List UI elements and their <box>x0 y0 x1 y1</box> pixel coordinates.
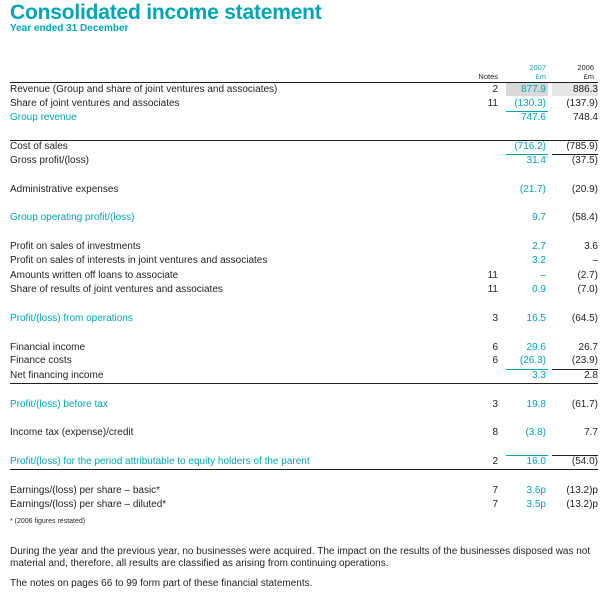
row-value-2007: (3.8) <box>525 427 546 438</box>
year-2007-label: 2007 <box>529 63 546 72</box>
row-divider <box>10 383 598 384</box>
row-value-2007: (26.3) <box>519 355 546 366</box>
row-value-2006: (137.9) <box>566 98 598 109</box>
row-label: Profit/(loss) before tax <box>10 399 108 410</box>
table-row <box>10 140 598 154</box>
row-label: Group revenue <box>10 112 77 123</box>
row-divider <box>10 140 598 141</box>
year-2006-header <box>554 63 594 81</box>
year-2006-unit: £m <box>583 72 594 81</box>
table-row <box>10 240 598 254</box>
table-row <box>10 369 598 383</box>
row-value-2007: 3.5p <box>526 499 546 510</box>
row-value-2006: (61.7) <box>571 399 598 410</box>
table-row <box>10 398 598 412</box>
table-row <box>10 354 598 368</box>
page-subtitle: Year ended 31 December <box>10 23 129 34</box>
row-label: Revenue (Group and share of joint ventures and associates) <box>10 84 278 95</box>
row-value-2007: 19.8 <box>526 399 546 410</box>
row-value-2007: 747.6 <box>520 112 546 123</box>
row-value-2007: 31.4 <box>526 155 546 166</box>
row-value-2006: (23.9) <box>571 355 598 366</box>
row-value-2007: 3.3 <box>532 370 546 381</box>
row-value-2006: (13.2)p <box>566 485 598 496</box>
notes-reference-paragraph: The notes on pages 66 to 99 form part of these financial statements. <box>10 578 313 589</box>
row-value-2006: (54.0) <box>571 456 598 467</box>
row-value-2007: 2.7 <box>532 241 546 252</box>
table-row <box>10 312 598 326</box>
row-value-2006: 2.8 <box>584 370 598 381</box>
row-label: Share of results of joint ventures and associates <box>10 284 223 295</box>
table-row <box>10 426 598 440</box>
table-row <box>10 484 598 498</box>
row-value-2007: (716.2) <box>514 141 546 152</box>
table-row <box>10 211 598 225</box>
row-notes: 7 <box>492 485 498 496</box>
table-row <box>10 254 598 268</box>
row-notes: 6 <box>492 355 498 366</box>
row-value-2007: 3.6p <box>526 485 546 496</box>
row-label: Amounts written off loans to associate <box>10 270 179 281</box>
row-notes: 3 <box>492 313 498 324</box>
table-row <box>10 283 598 297</box>
row-label: Profit on sales of interests in joint ventures and associates <box>10 255 268 266</box>
row-label: Share of joint ventures and associates <box>10 98 180 109</box>
row-value-2006: (37.5) <box>571 155 598 166</box>
table-row <box>10 183 598 197</box>
row-label: Group operating profit/(loss) <box>10 212 135 223</box>
row-label: Earnings/(loss) per share – basic* <box>10 485 161 496</box>
row-value-2006: 26.7 <box>578 342 598 353</box>
value-underline-2006 <box>552 369 598 370</box>
disposal-note-paragraph: During the year and the previous year, no businesses were acquired. The impact on the results of the businesses disposed was not material and, therefore, all results are classified as arising from continuing operations. <box>10 546 591 569</box>
row-label: Net financing income <box>10 370 104 381</box>
value-underline-2007 <box>506 111 548 112</box>
table-row <box>10 498 598 512</box>
row-label: Profit/(loss) from operations <box>10 313 133 324</box>
row-value-2006: (64.5) <box>571 313 598 324</box>
row-value-2006: – <box>592 255 598 266</box>
table-row <box>10 455 598 469</box>
year-2007-unit: £m <box>535 72 546 81</box>
row-notes: 11 <box>487 270 498 281</box>
table-row <box>10 83 598 97</box>
row-value-2006: 3.6 <box>584 241 598 252</box>
row-label: Cost of sales <box>10 141 68 152</box>
row-notes: 7 <box>492 499 498 510</box>
row-value-2006: 748.4 <box>572 112 598 123</box>
row-value-2007: 877.9 <box>520 84 546 95</box>
row-notes: 2 <box>492 456 498 467</box>
row-label: Gross profit/(loss) <box>10 155 89 166</box>
row-notes: 6 <box>492 342 498 353</box>
row-notes: 11 <box>487 284 498 295</box>
row-value-2007: 3.2 <box>532 255 546 266</box>
row-label: Financial income <box>10 342 86 353</box>
year-2006-label: 2006 <box>577 63 594 72</box>
row-value-2006: (785.9) <box>566 141 598 152</box>
row-label: Income tax (expense)/credit <box>10 427 134 438</box>
row-value-2007: – <box>540 270 546 281</box>
row-notes: 11 <box>487 98 498 109</box>
value-underline-2006 <box>552 455 598 456</box>
table-row <box>10 341 598 355</box>
row-label: Finance costs <box>10 355 72 366</box>
row-value-2006: (2.7) <box>577 270 598 281</box>
notes-column-header: Notes <box>478 72 498 81</box>
value-underline-2007 <box>506 455 548 456</box>
year-2007-header <box>506 63 546 81</box>
row-value-2006: (13.2)p <box>566 499 598 510</box>
row-label: Profit on sales of investments <box>10 241 141 252</box>
table-row <box>10 154 598 168</box>
table-row <box>10 111 598 125</box>
table-row <box>10 269 598 283</box>
page-title: Consolidated income statement <box>10 1 322 24</box>
row-value-2007: 16.5 <box>526 313 546 324</box>
row-value-2007: (130.3) <box>514 98 546 109</box>
row-value-2007: 9.7 <box>532 212 546 223</box>
row-notes: 8 <box>492 427 498 438</box>
row-value-2006: 7.7 <box>584 427 598 438</box>
row-divider <box>10 469 598 470</box>
row-value-2007: (21.7) <box>519 184 546 195</box>
row-value-2007: 29.6 <box>526 342 546 353</box>
value-underline-2007 <box>506 369 548 370</box>
row-value-2007: 16.0 <box>526 456 546 467</box>
row-value-2006: (20.9) <box>571 184 598 195</box>
row-notes: 2 <box>492 84 498 95</box>
value-underline-2006 <box>552 154 598 155</box>
value-underline-2007 <box>506 154 548 155</box>
row-value-2006: (7.0) <box>577 284 598 295</box>
row-value-2007: 0.9 <box>532 284 546 295</box>
row-value-2006: 886.3 <box>572 84 598 95</box>
row-label: Profit/(loss) for the period attributable to equity holders of the parent <box>10 456 310 467</box>
table-row <box>10 97 598 111</box>
row-notes: 3 <box>492 399 498 410</box>
row-label: Administrative expenses <box>10 184 119 195</box>
row-value-2006: (58.4) <box>571 212 598 223</box>
row-label: Earnings/(loss) per share – diluted* <box>10 499 167 510</box>
footnote: * (2006 figures restated) <box>10 518 86 525</box>
